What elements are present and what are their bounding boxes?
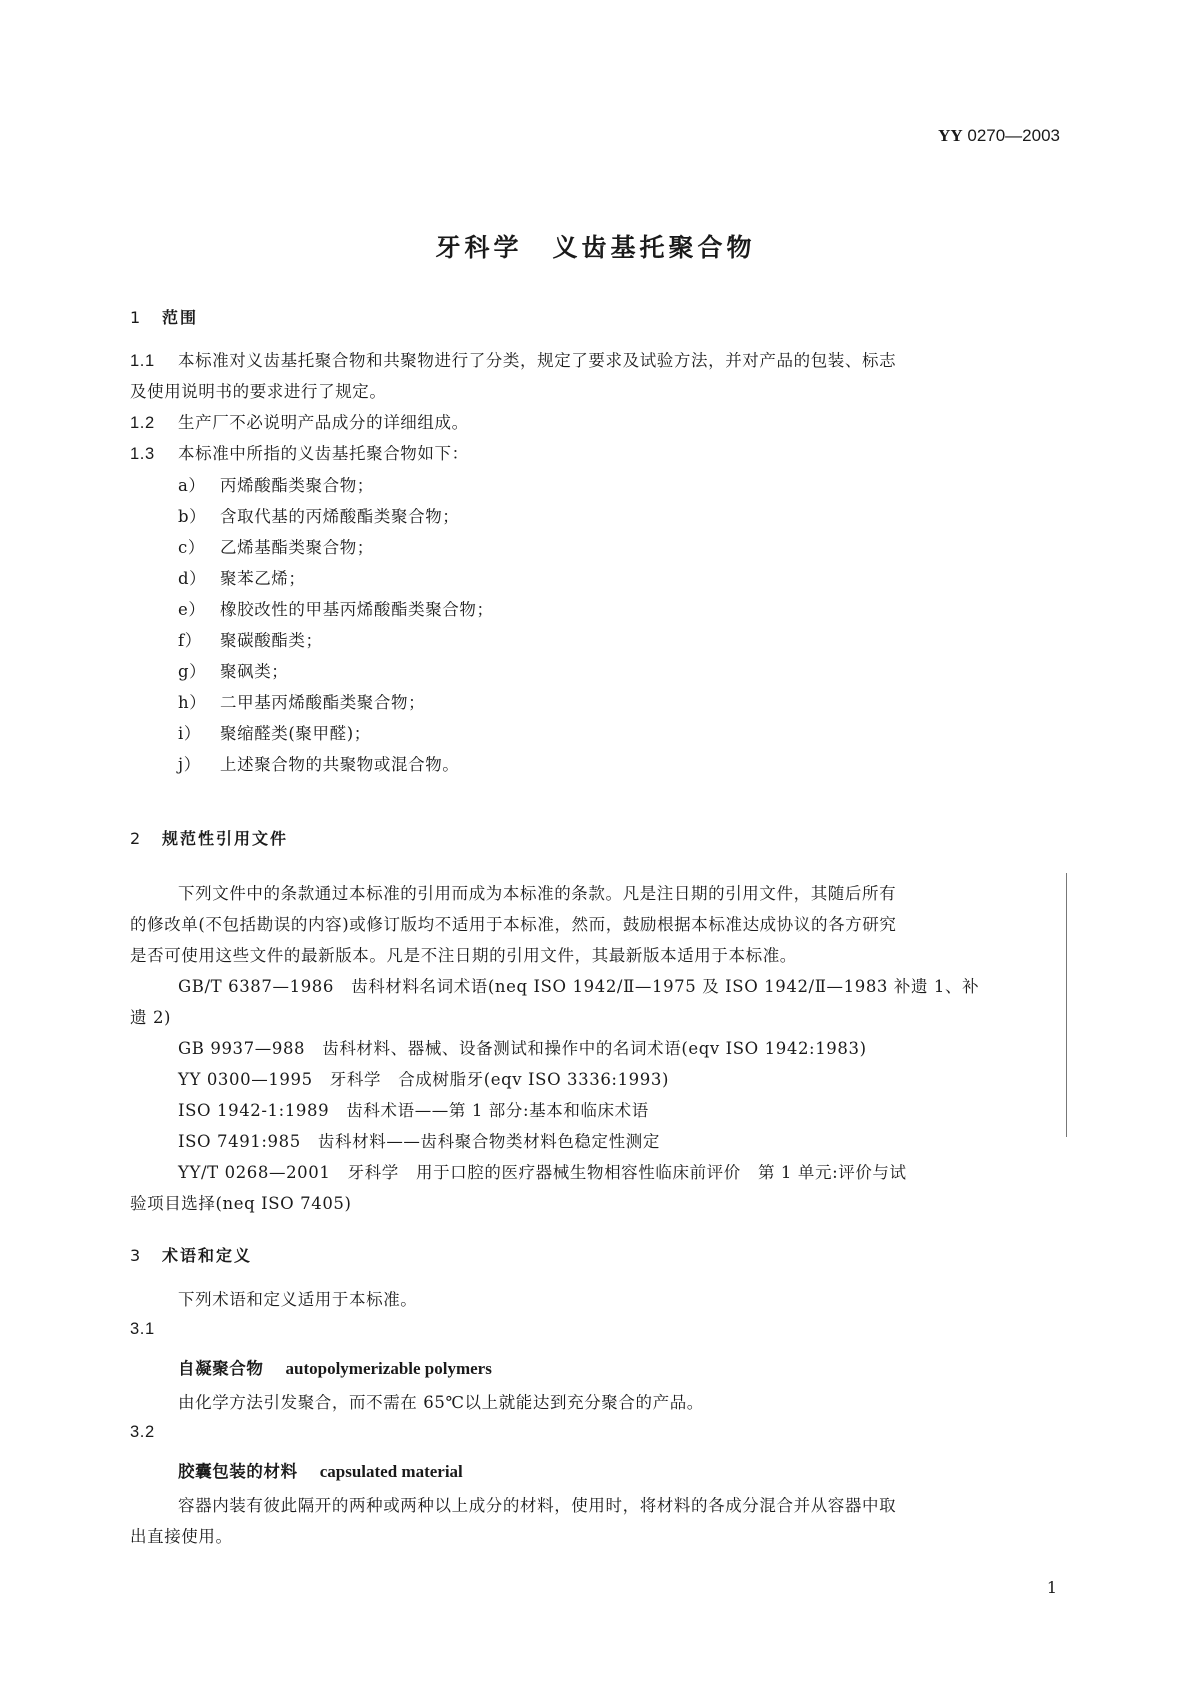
term-number: 3.2 xyxy=(130,1423,155,1441)
list-label: b） xyxy=(178,507,207,526)
clause-text: 本标准中所指的义齿基托聚合物如下： xyxy=(178,444,469,463)
term-en: capsulated material xyxy=(319,1462,463,1481)
reference-item: ISO 1942-1:1989 齿科术语——第 1 部分:基本和临床术语 xyxy=(178,1101,649,1120)
list-item xyxy=(178,689,425,713)
terms-intro: 下列术语和定义适用于本标准。 xyxy=(178,1290,418,1309)
list-item xyxy=(178,751,459,775)
reference-item-cont: 验项目选择(neq ISO 7405) xyxy=(130,1194,352,1213)
list-text: 聚砜类； xyxy=(220,662,289,681)
section-number: 2 xyxy=(130,829,141,848)
reference-item: ISO 7491:985 齿科材料——齿科聚合物类材料色稳定性测定 xyxy=(178,1132,660,1151)
list-label: c） xyxy=(178,538,205,557)
title-part1: 牙科学 xyxy=(435,233,523,262)
term-number: 3.1 xyxy=(130,1320,155,1338)
section-title: 范围 xyxy=(162,308,199,327)
list-label: e） xyxy=(178,600,206,619)
ref-intro-cont: 的修改单(不包括勘误的内容)或修订版均不适用于本标准，然而，鼓励根据本标准达成协议的各方研究 xyxy=(130,915,897,934)
ref-intro-cont: 是否可使用这些文件的最新版本。凡是不注日期的引用文件，其最新版本适用于本标准。 xyxy=(130,946,797,965)
list-text: 聚缩醛类(聚甲醛)； xyxy=(220,724,371,743)
term-zh: 自凝聚合物 xyxy=(178,1359,264,1378)
list-item xyxy=(178,658,288,682)
list-text: 聚苯乙烯； xyxy=(220,569,306,588)
reference-item-cont: 遗 2) xyxy=(130,1008,172,1027)
clause-text: 生产厂不必说明产品成分的详细组成。 xyxy=(178,413,469,432)
term-definition: 由化学方法引发聚合，而不需在 65℃以上就能达到充分聚合的产品。 xyxy=(178,1393,704,1412)
standard-prefix: YY xyxy=(938,126,963,145)
term-definition: 容器内装有彼此隔开的两种或两种以上成分的材料，使用时，将材料的各成分混合并从容器中取 xyxy=(178,1496,897,1515)
section-number: 3 xyxy=(130,1246,141,1265)
clause-1-1 xyxy=(130,347,896,371)
list-label: i） xyxy=(178,724,201,743)
list-text: 乙烯基酯类聚合物； xyxy=(220,538,374,557)
list-item xyxy=(178,534,374,558)
standard-code: 0270—2003 xyxy=(967,126,1060,145)
list-text: 橡胶改性的甲基丙烯酸酯类聚合物； xyxy=(220,600,494,619)
section-heading-3 xyxy=(130,1243,252,1266)
title-part2: 义齿基托聚合物 xyxy=(552,233,756,262)
list-label: f） xyxy=(178,631,202,650)
term-heading xyxy=(178,1458,463,1482)
clause-1-2 xyxy=(130,409,469,433)
section-title: 术语和定义 xyxy=(162,1246,253,1265)
list-label: d） xyxy=(178,569,207,588)
standard-number xyxy=(938,126,1060,146)
section-title: 规范性引用文件 xyxy=(162,829,289,848)
clause-number: 1.3 xyxy=(130,445,155,463)
list-item xyxy=(178,472,374,496)
reference-item: YY/T 0268—2001 牙科学 用于口腔的医疗器械生物相容性临床前评价 第 1 单元:评价与试 xyxy=(178,1163,907,1182)
list-text: 含取代基的丙烯酸酯类聚合物； xyxy=(220,507,460,526)
list-text: 丙烯酸酯类聚合物； xyxy=(220,476,374,495)
list-label: a） xyxy=(178,476,206,495)
ref-intro: 下列文件中的条款通过本标准的引用而成为本标准的条款。凡是注日期的引用文件，其随后所有 xyxy=(178,884,897,903)
clause-text: 本标准对义齿基托聚合物和共聚物进行了分类，规定了要求及试验方法，并对产品的包装、标志 xyxy=(178,351,897,370)
term-heading xyxy=(178,1355,492,1379)
clause-number: 1.1 xyxy=(130,352,155,370)
list-item xyxy=(178,720,371,744)
reference-item: GB/T 6387—1986 齿科材料名词术语(neq ISO 1942/Ⅱ—1975 及 ISO 1942/Ⅱ—1983 补遗 1、补 xyxy=(178,977,980,996)
list-item xyxy=(178,596,494,620)
list-text: 二甲基丙烯酸酯类聚合物； xyxy=(220,693,426,712)
list-label: g） xyxy=(178,662,207,681)
section-number: 1 xyxy=(130,308,141,327)
term-en: autopolymerizable polymers xyxy=(285,1359,492,1378)
list-text: 上述聚合物的共聚物或混合物。 xyxy=(220,755,460,774)
clause-number: 1.2 xyxy=(130,414,155,432)
change-bar xyxy=(1066,873,1067,1137)
clause-1-1-cont: 及使用说明书的要求进行了规定。 xyxy=(130,382,387,401)
section-heading-1 xyxy=(130,305,198,328)
list-item xyxy=(178,565,306,589)
clause-1-3 xyxy=(130,440,469,464)
list-item xyxy=(178,627,323,651)
section-heading-2 xyxy=(130,826,288,849)
reference-item: GB 9937—988 齿科材料、器械、设备测试和操作中的名词术语(eqv ISO 1942:1983) xyxy=(178,1039,867,1058)
list-text: 聚碳酸酯类； xyxy=(220,631,323,650)
page-number: 1 xyxy=(1046,1578,1057,1597)
reference-item: YY 0300—1995 牙科学 合成树脂牙(eqv ISO 3336:1993) xyxy=(178,1070,670,1089)
term-definition-cont: 出直接使用。 xyxy=(130,1527,233,1546)
list-label: h） xyxy=(178,693,207,712)
term-zh: 胶囊包装的材料 xyxy=(178,1462,298,1481)
list-item xyxy=(178,503,459,527)
list-label: j） xyxy=(178,755,201,774)
page-title xyxy=(0,228,1191,264)
